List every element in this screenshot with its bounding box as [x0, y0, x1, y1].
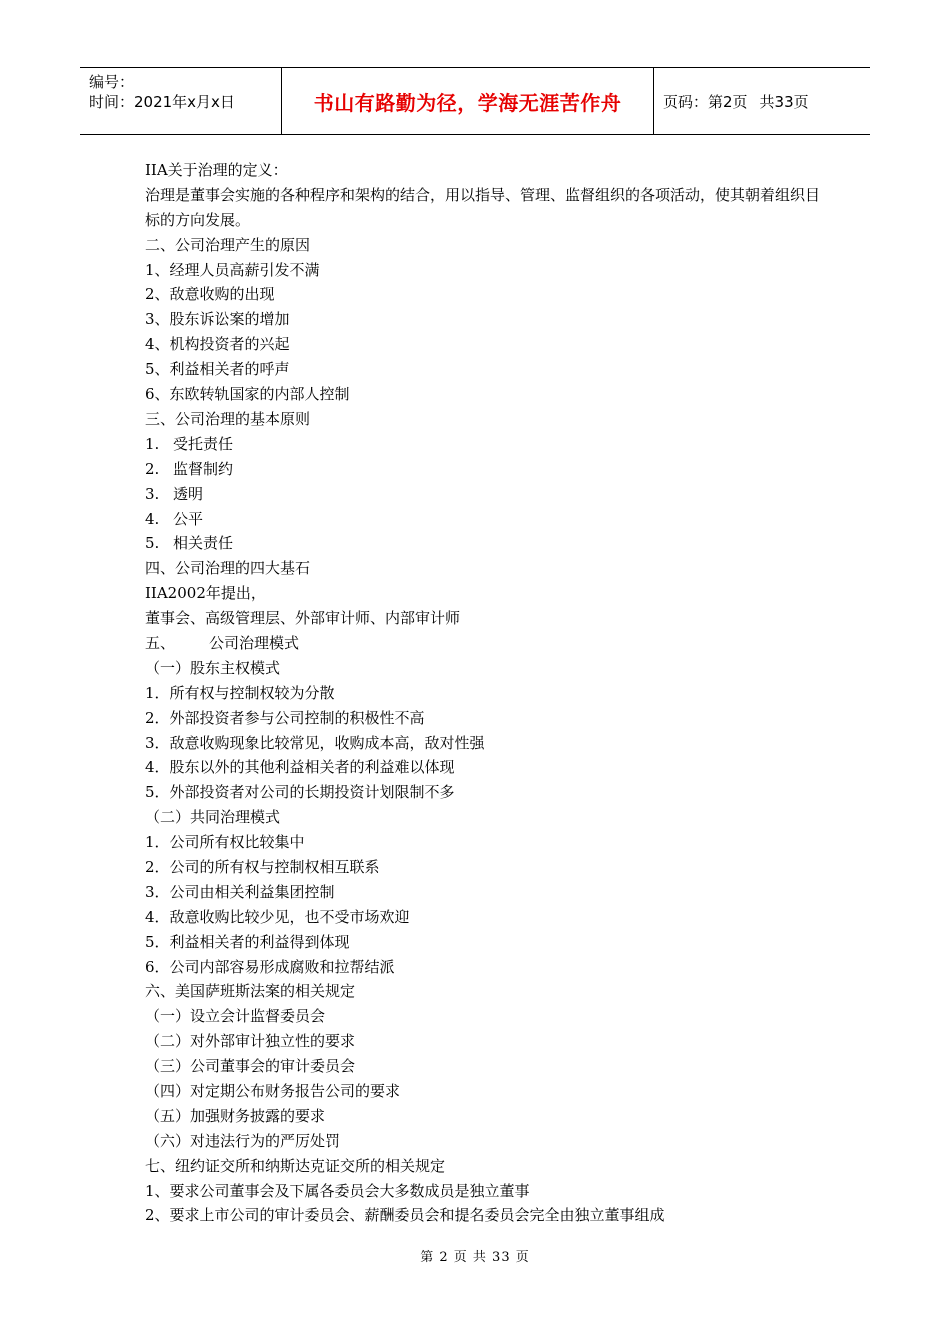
list-item-text: 相关责任 — [173, 534, 234, 553]
page-header — [80, 67, 870, 135]
section-4-line: 董事会、高级管理层、外部审计师、内部审计师 — [145, 609, 461, 628]
iia-definition-text: 治理是董事会实施的各种程序和架构的结合，用以指导、管理、监督组织的各项活动，使其朝着组织目标的方向发展。 — [145, 185, 821, 229]
section-6-title: 六、美国萨班斯法案的相关规定 — [145, 982, 356, 1001]
list-item-text: 受托责任 — [173, 434, 234, 453]
section-4-line: IIA2002年提出， — [145, 584, 266, 603]
iia-definition-title: IIA关于治理的定义： — [145, 161, 288, 179]
list-item: 6、东欧转轨国家的内部人控制 — [145, 385, 350, 404]
list-item: 6．公司内部容易形成腐败和拉帮结派 — [145, 957, 395, 976]
list-item-text: 公平 — [173, 509, 204, 528]
list-item: 1、经理人员高薪引发不满 — [145, 260, 320, 279]
list-item-text: 监督制约 — [173, 459, 234, 478]
list-item-number: 5. — [145, 534, 160, 553]
section-5-number: 五、 — [145, 633, 176, 652]
list-item: （六）对违法行为的严厉处罚 — [145, 1131, 341, 1150]
section-2-title: 二、公司治理产生的原因 — [145, 235, 311, 254]
list-item — [145, 531, 825, 556]
section-3-title: 三、公司治理的基本原则 — [145, 409, 311, 428]
list-item: 4．敌意收购比较少见，也不受市场欢迎 — [145, 907, 410, 926]
list-item — [145, 507, 825, 532]
header-motto: 书山有路勤为径，学海无涯苦作舟 — [313, 90, 622, 115]
list-item: （四）对定期公布财务报告公司的要求 — [145, 1081, 401, 1100]
document-number-label: 编号： — [89, 73, 135, 91]
list-item: （五）加强财务披露的要求 — [145, 1106, 326, 1125]
list-item: 2、敌意收购的出现 — [145, 285, 275, 304]
section-7-title: 七、纽约证交所和纳斯达克证交所的相关规定 — [145, 1156, 446, 1175]
list-item — [145, 482, 825, 507]
header-page-total: 共33页 — [759, 92, 809, 111]
list-item: 5．外部投资者对公司的长期投资计划限制不多 — [145, 783, 455, 802]
list-item: 1、要求公司董事会及下属各委员会大多数成员是独立董事 — [145, 1181, 530, 1200]
section-4-title: 四、公司治理的四大基石 — [145, 559, 311, 578]
list-item: （三）公司董事会的审计委员会 — [145, 1057, 356, 1076]
list-item: 2．外部投资者参与公司控制的积极性不高 — [145, 708, 425, 727]
list-item-number: 2. — [145, 459, 160, 478]
list-item: 1．所有权与控制权较为分散 — [145, 683, 335, 702]
list-item: 4．股东以外的其他利益相关者的利益难以体现 — [145, 758, 455, 777]
section-5-text: 公司治理模式 — [209, 633, 300, 652]
list-item: 2．公司的所有权与控制权相互联系 — [145, 857, 380, 876]
subsection-title: （一）股东主权模式 — [145, 658, 281, 677]
section-5-title — [145, 631, 825, 656]
list-item-number: 4. — [145, 509, 160, 528]
list-item: 3．敌意收购现象比较常见，收购成本高，敌对性强 — [145, 733, 485, 752]
header-page-number: 页码：第2页 — [663, 92, 748, 111]
list-item — [145, 457, 825, 482]
header-motto-cell — [282, 68, 654, 134]
list-item — [145, 432, 825, 457]
page-footer: 第 2 页 共 33 页 — [420, 1250, 530, 1265]
list-item: （一）设立会计监督委员会 — [145, 1007, 326, 1026]
document-date-label: 时间：2021年x月x日 — [89, 93, 235, 111]
list-item-number: 3. — [145, 484, 160, 503]
list-item: 1．公司所有权比较集中 — [145, 833, 305, 852]
list-item-number: 1. — [145, 434, 160, 453]
list-item: 4、机构投资者的兴起 — [145, 335, 290, 354]
list-item: 5、利益相关者的呼声 — [145, 360, 290, 379]
list-item: 2、要求上市公司的审计委员会、薪酬委员会和提名委员会完全由独立董事组成 — [145, 1206, 665, 1225]
list-item: 5．利益相关者的利益得到体现 — [145, 932, 350, 951]
list-item-text: 透明 — [173, 484, 204, 503]
list-item: （二）对外部审计独立性的要求 — [145, 1032, 356, 1051]
document-body — [145, 158, 825, 1228]
list-item: 3．公司由相关利益集团控制 — [145, 882, 335, 901]
subsection-title: （二）共同治理模式 — [145, 808, 281, 827]
list-item: 3、股东诉讼案的增加 — [145, 310, 290, 329]
header-info-cell — [80, 68, 282, 134]
header-page-cell — [654, 68, 870, 134]
